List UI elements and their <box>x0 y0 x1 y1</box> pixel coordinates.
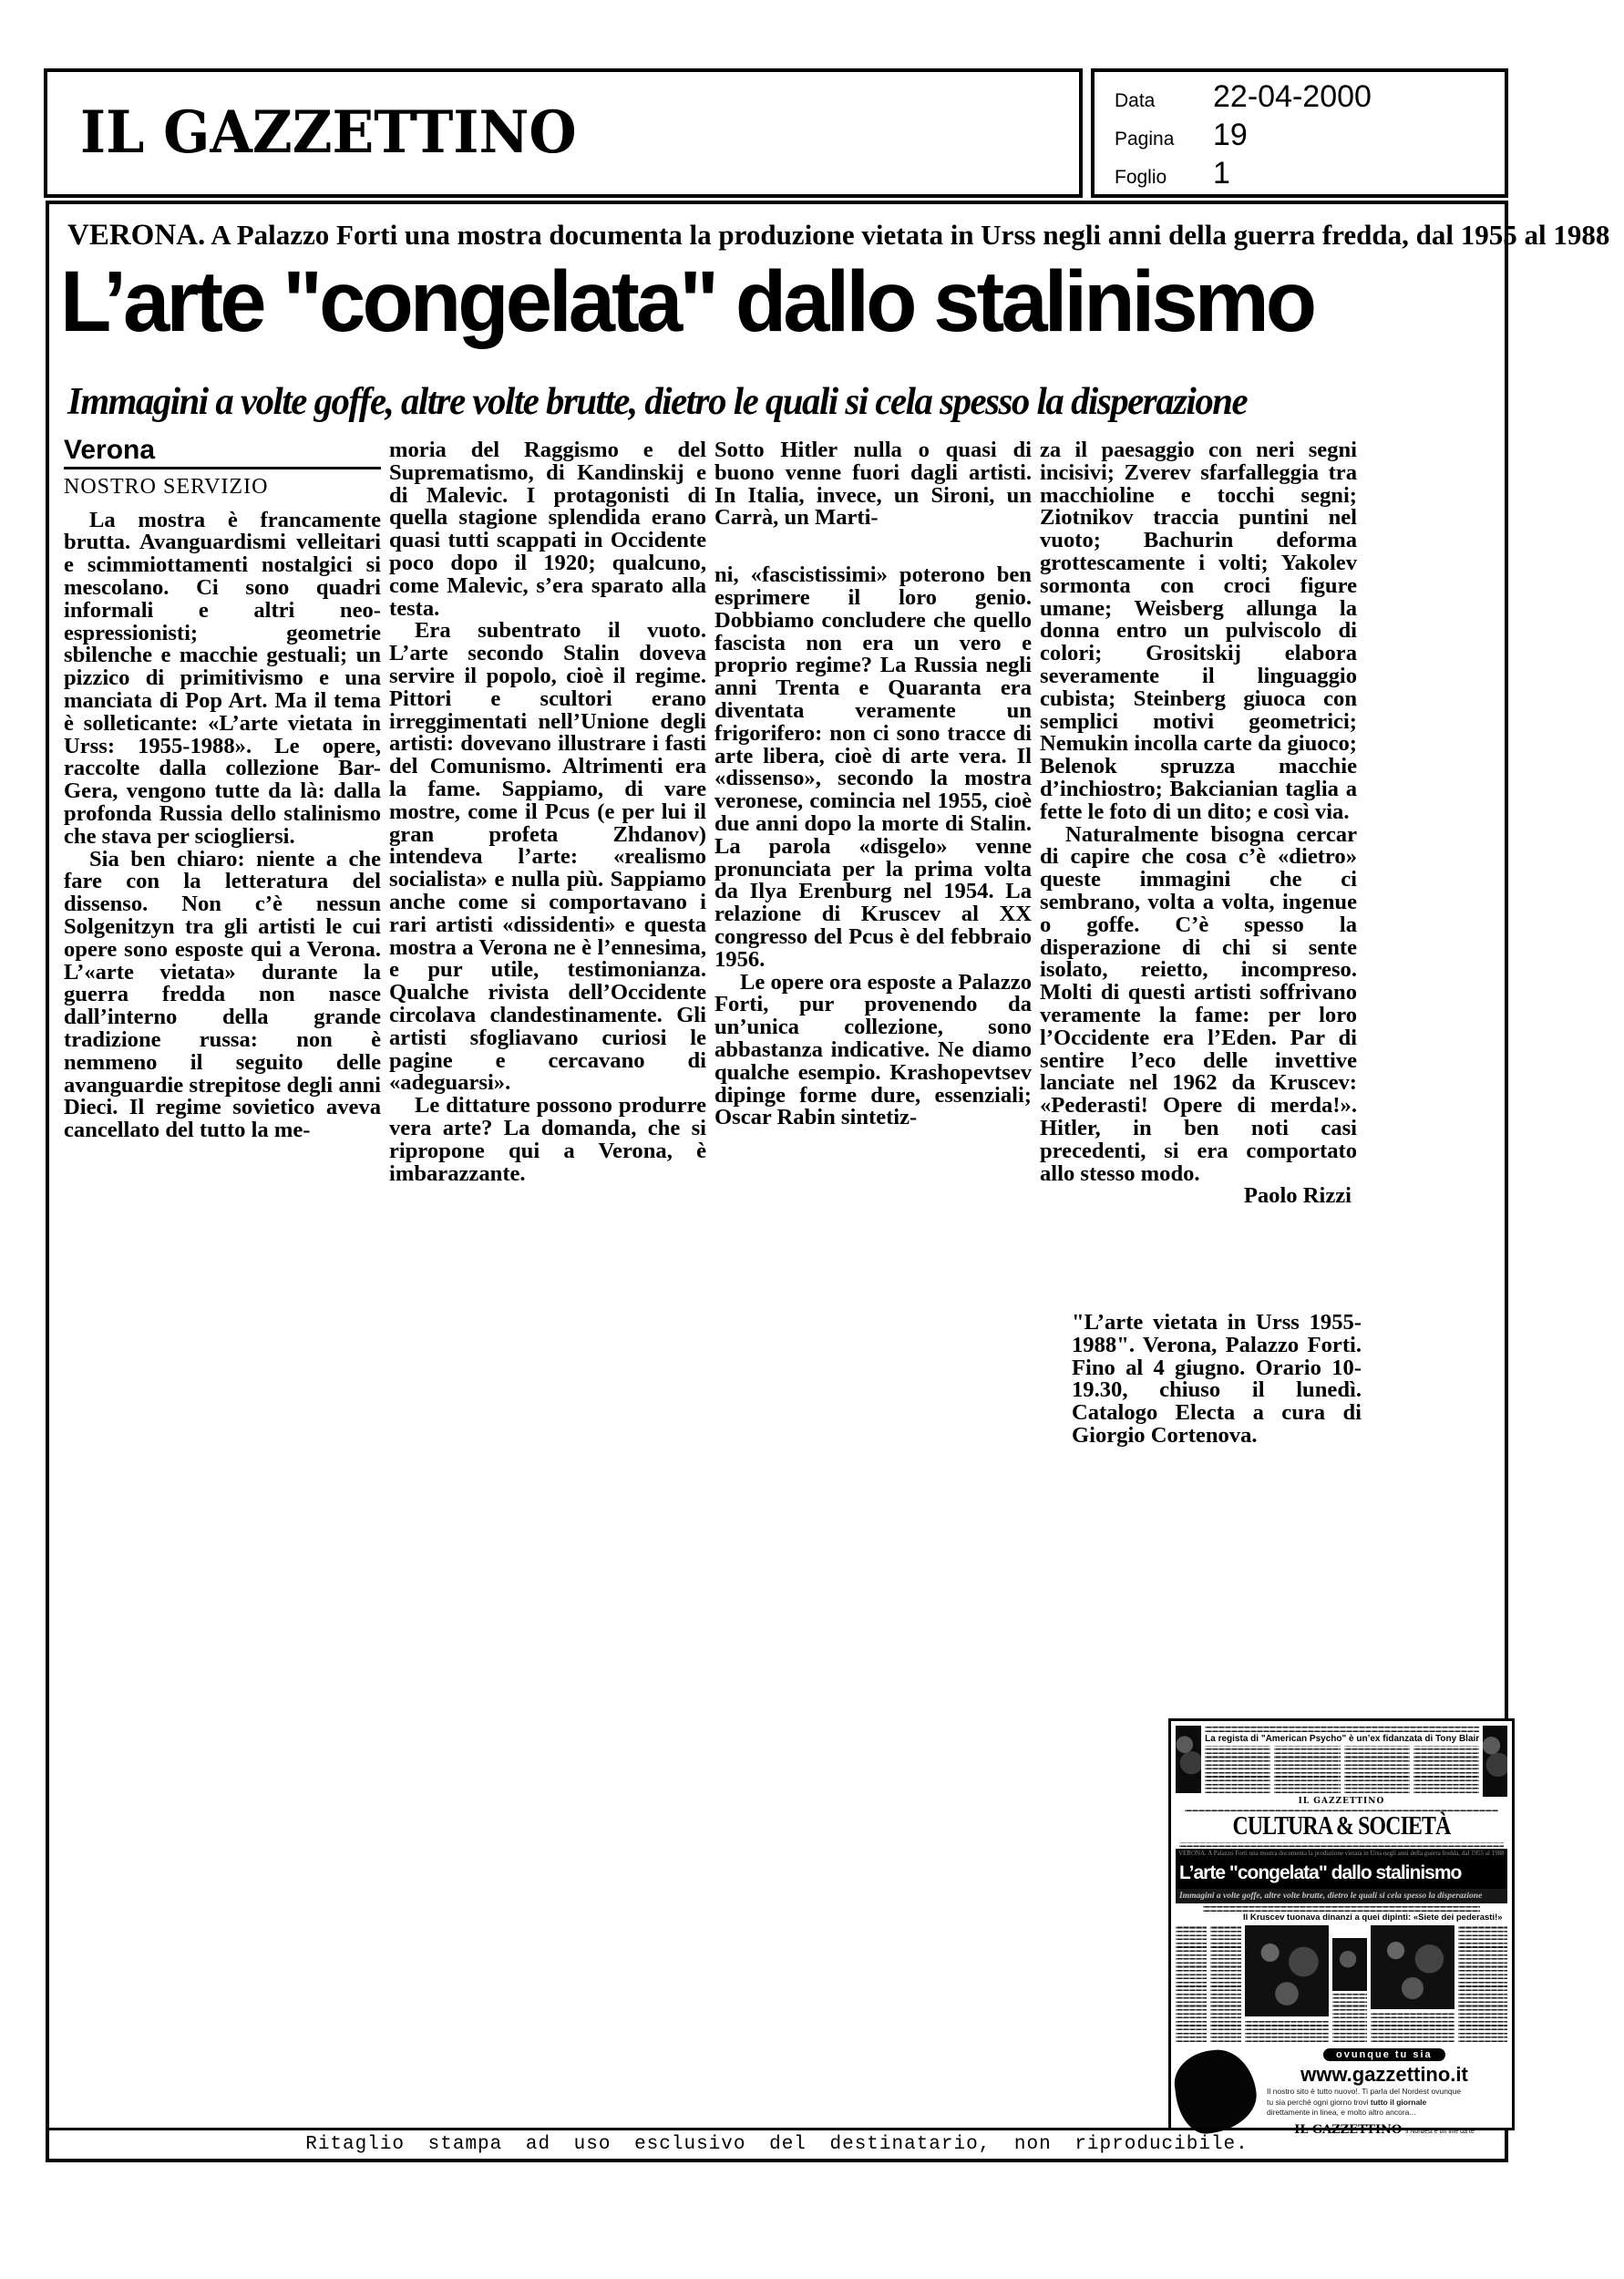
headline: L’arte "congelata" dallo stalinismo <box>60 253 1314 350</box>
thumb-portrait-photo-right <box>1483 1726 1507 1797</box>
column-1 <box>64 435 381 1143</box>
thumb-top-headline: La regista di "American Psycho" è un’ex fidanzata di Tony Blair <box>1205 1734 1480 1744</box>
kicker-text: A Palazzo Forti una mostra documenta la produzione vietata in Urss negli anni della guerra fredda, dal 1955 al 1988 <box>205 219 1610 251</box>
paragraph: Le opere ora esposte a Palazzo Forti, pur provenendo da un’unica collezione, sono abbastanza indicative. Ne diamo qualche esempio. Krashopevtsev dipinge forme dure, essenziali; Oscar Rabin sintetiz- <box>714 969 1032 1130</box>
thumb-motorcycle-photo <box>1171 2046 1260 2137</box>
thumb-kicker-bar: VERONA. A Palazzo Forti una mostra documenta la produzione vietata in Urss negli anni della guerra fredda, dal 1955 al 1988 <box>1176 1849 1507 1858</box>
thumb-ad-tagline: il Nordest è on line da te <box>1405 2128 1475 2135</box>
byline-service: NOSTRO SERVIZIO <box>64 474 269 499</box>
thumb-noise-line <box>1179 1842 1504 1847</box>
column-2 <box>389 439 706 1185</box>
thumb-text-noise <box>1205 1746 1270 1793</box>
clipping-notice: Ritaglio stampa ad uso esclusivo del destinatario, non riproducibile. <box>49 2128 1505 2159</box>
masthead-box <box>44 68 1083 198</box>
thumb-photos-row <box>1176 1925 1507 2042</box>
thumb-ad-bold-text: tutto il giornale <box>1370 2097 1427 2107</box>
thumb-exhibition-photo-3 <box>1371 1925 1454 2009</box>
meta-label-data: Data <box>1115 90 1156 111</box>
thumb-text-noise <box>1245 2019 1329 2042</box>
thumb-headline-bar: L’arte "congelata" dallo stalinismo <box>1176 1858 1507 1889</box>
meta-label-foglio: Foglio <box>1115 167 1167 188</box>
thumb-exhibition-photo-1 <box>1245 1925 1329 2016</box>
author-byline: Paolo Rizzi <box>1243 1183 1352 1209</box>
thumb-noise-line <box>1205 1726 1479 1732</box>
thumb-text-noise <box>1458 1925 1507 2042</box>
meta-value-foglio: 1 <box>1213 156 1230 191</box>
thumb-text-noise <box>1371 2012 1454 2042</box>
column-3 <box>714 439 1032 1129</box>
thumb-text-noise <box>1413 1746 1479 1793</box>
kicker-city: VERONA. <box>67 219 206 252</box>
page-thumbnail <box>1168 1718 1515 2137</box>
newspaper-logo: IL GAZZETTINO <box>80 98 577 168</box>
thumb-top-article <box>1201 1726 1483 1797</box>
paragraph: La mostra è francamente brutta. Avanguardismi velleitari e scimmiottamenti nostalgici si mescolano. Ci sono quadri informali e altri neo-espressionisti; geometrie sbilenche e macchie gestuali; un pizzico di primitivismo e una manciata di Pop Art. Ma il tema è solleticante: «L’arte vietata in Urss: 1955-1988». Le opere, raccolte dalla collezione Bar-Gera, vengono tutte da là: dalla profonda Russia dello stalinismo che stava per sciogliersi. <box>64 507 381 849</box>
thumb-text-noise <box>1332 1994 1367 2042</box>
paragraph: Sia ben chiaro: niente a che fare con la letteratura del dissenso. Non c’è nessun Solgenitzyn tra gli artisti le cui opere sono esposte qui a Verona. L’«arte vietata» durante la guerra fredda non nasce dall’interno della grande tradizione russa: non è nemmeno il seguito delle avanguardie strepitose degli anni Dieci. Il regime sovietico aveva cancellato del tutto la me- <box>64 846 381 1143</box>
exhibition-info-box: "L’arte vietata in Urss 1955-1988". Verona, Palazzo Forti. Fino al 4 giugno. Orario 10-19.30, chiuso il lunedì. Catalogo Electa a cura di Giorgio Cortenova. <box>1072 1310 1362 1448</box>
paragraph: ni, «fascistissimi» poterono ben esprimere il loro genio. Dobbiamo concludere che quello fascista non era un vero e proprio regime? La Russia negli anni Trenta e Quaranta era diventata veramente un frigorifero: non ci sono tracce di arte libera, cioè di arte vera. Il «dissenso», secondo la mostra veronese, comincia nel 1955, cioè due anni dopo la morte di Stalin. La parola «disgelo» venne pronunciata per la prima volta da Ilya Erenburg nel 1954. La relazione di Kruscev al XX congresso del Pcus è del febbraio 1956. <box>714 562 1032 972</box>
column-4 <box>1040 439 1357 1208</box>
column-gap <box>714 530 1032 564</box>
article-box <box>46 201 1610 2162</box>
thumb-ad-text: tu sia perché ogni giorno trovi <box>1267 2097 1371 2107</box>
thumb-ad-logo: IL GAZZETTINO <box>1294 2122 1403 2137</box>
thumb-ad-text-line: direttamente in linea, e molto altro ancora... <box>1267 2108 1416 2117</box>
paragraph: Era subentrato il vuoto. L’arte secondo Stalin doveva servire il popolo, cioè il regime. Pittori e scultori erano irreggimentati nell’Unione degli artisti: dovevano illustrare i fasti del Comunismo. Altrimenti era la fame. Sappiamo, di vare mostre, come il Pcus (e per lui il gran profeta Zhdanov) intendeva l’arte: «realismo socialista» e nulla più. Sappiamo anche come si comportavano i rari artisti «dissidenti» e questa mostra a Verona ne è l’ennesima, e pur utile, testimonianza. Qualche rivista dell’Occidente circolava clandestinamente. Gli artisti sfogliavano curiosi le pagine e cercavano di «adeguarsi». <box>389 618 706 1096</box>
paragraph: Le dittature possono produrre vera arte? La domanda, che si ripropone qui a Verona, è imbarazzante. <box>389 1093 706 1186</box>
thumb-website-ad <box>1176 2046 1507 2136</box>
thumb-photo-column <box>1332 1925 1367 2042</box>
thumb-top-strip <box>1176 1726 1507 1797</box>
thumb-ad-text-line: Il nostro sito è tutto nuovo!. Ti parla del Nordest ovunque <box>1267 2087 1462 2096</box>
paragraph: Naturalmente bisogna cercar di capire che cosa c’è «dietro» queste immagini che ci sembrano, volta a volta, ingenue o goffe. C’è spesso la disperazione di chi si sente isolato, reietto, incompreso. Molti di questi artisti soffrivano veramente la fame: per loro l’Occidente era l’Eden. Par di sentire l’eco delle invettive lanciate nel 1962 da Kruscev: «Pederasti! Opere di merda!». Hitler, in ben noti casi precedenti, si era comportato allo stesso modo. <box>1040 821 1357 1186</box>
thumb-ad-content <box>1256 2046 1507 2136</box>
meta-row-data <box>1115 79 1505 118</box>
subhead: Immagini a volte goffe, altre volte brutte, dietro le quali si cela spesso la disperazione <box>67 381 1248 423</box>
meta-row-pagina <box>1115 118 1505 156</box>
thumb-photo-column <box>1371 1925 1454 2042</box>
thumb-text-noise <box>1344 1746 1410 1793</box>
meta-label-pagina: Pagina <box>1115 129 1175 150</box>
thumb-subhead-bar: Immagini a volte goffe, altre volte brutte, dietro le quali si cela spesso la disperazione <box>1176 1889 1507 1903</box>
thumb-masthead: IL GAZZETTINO <box>1298 1797 1385 1806</box>
kicker <box>67 219 1609 253</box>
thumb-exhibition-photo-2 <box>1332 1938 1367 1991</box>
dateline: Verona <box>64 439 381 469</box>
thumb-ad-text-line <box>1267 2098 1507 2109</box>
clipping-meta-box <box>1091 68 1508 198</box>
thumb-photo-column <box>1245 1925 1329 2042</box>
paragraph: Sotto Hitler nulla o quasi di buono venne fuori dagli artisti. In Italia, invece, un Sironi, un Carrà, un Marti- <box>714 438 1032 531</box>
thumb-section-title: CULTURA & SOCIETÀ <box>1232 1811 1451 1841</box>
thumb-mini-columns <box>1205 1746 1479 1793</box>
thumb-portrait-photo-left <box>1176 1726 1201 1793</box>
thumb-noise-line <box>1203 1905 1480 1912</box>
meta-row-foglio <box>1115 156 1505 194</box>
meta-value-pagina: 19 <box>1213 118 1248 152</box>
thumb-text-noise <box>1274 1746 1340 1793</box>
paragraph: moria del Raggismo e del Suprematismo, di Kandinskij e di Malevic. I protagonisti di quella stagione splendida erano quasi tutti scappati in Occidente poco dopo il 1920; qualcuno, come Malevic, s’era sparato alla testa. <box>389 438 706 621</box>
meta-value-data: 22-04-2000 <box>1213 79 1372 114</box>
thumb-text-noise <box>1176 1925 1207 2042</box>
thumb-photo-caption: Il Kruscev tuonava dinanzi a quei dipinti: «Siete dei pederasti!» <box>1243 1913 1503 1923</box>
thumb-text-noise <box>1210 1925 1241 2042</box>
thumb-ad-pill: ovunque tu sia <box>1323 2048 1445 2061</box>
thumb-website-url: www.gazzettino.it <box>1300 2063 1468 2086</box>
paragraph: za il paesaggio con neri segni incisivi; Zverev sfarfalleggia tra macchioline e tocchi segni; Ziotnikov traccia puntini nel vuoto; Bachurin deforma grottescamente i volti; Yakolev sormonta con croci figure umane; Weisberg allunga la donna entro un pulviscolo di colori; Grositskij elabora severamente il linguaggio cubista; Steinberg giuoca con semplici motivi geometrici; Nemukin incolla carte da giuoco; Belenok spruzza macchie d’inchiostro; Bakcianian taglia a fette le foto di un dito; e così via. <box>1040 438 1357 824</box>
